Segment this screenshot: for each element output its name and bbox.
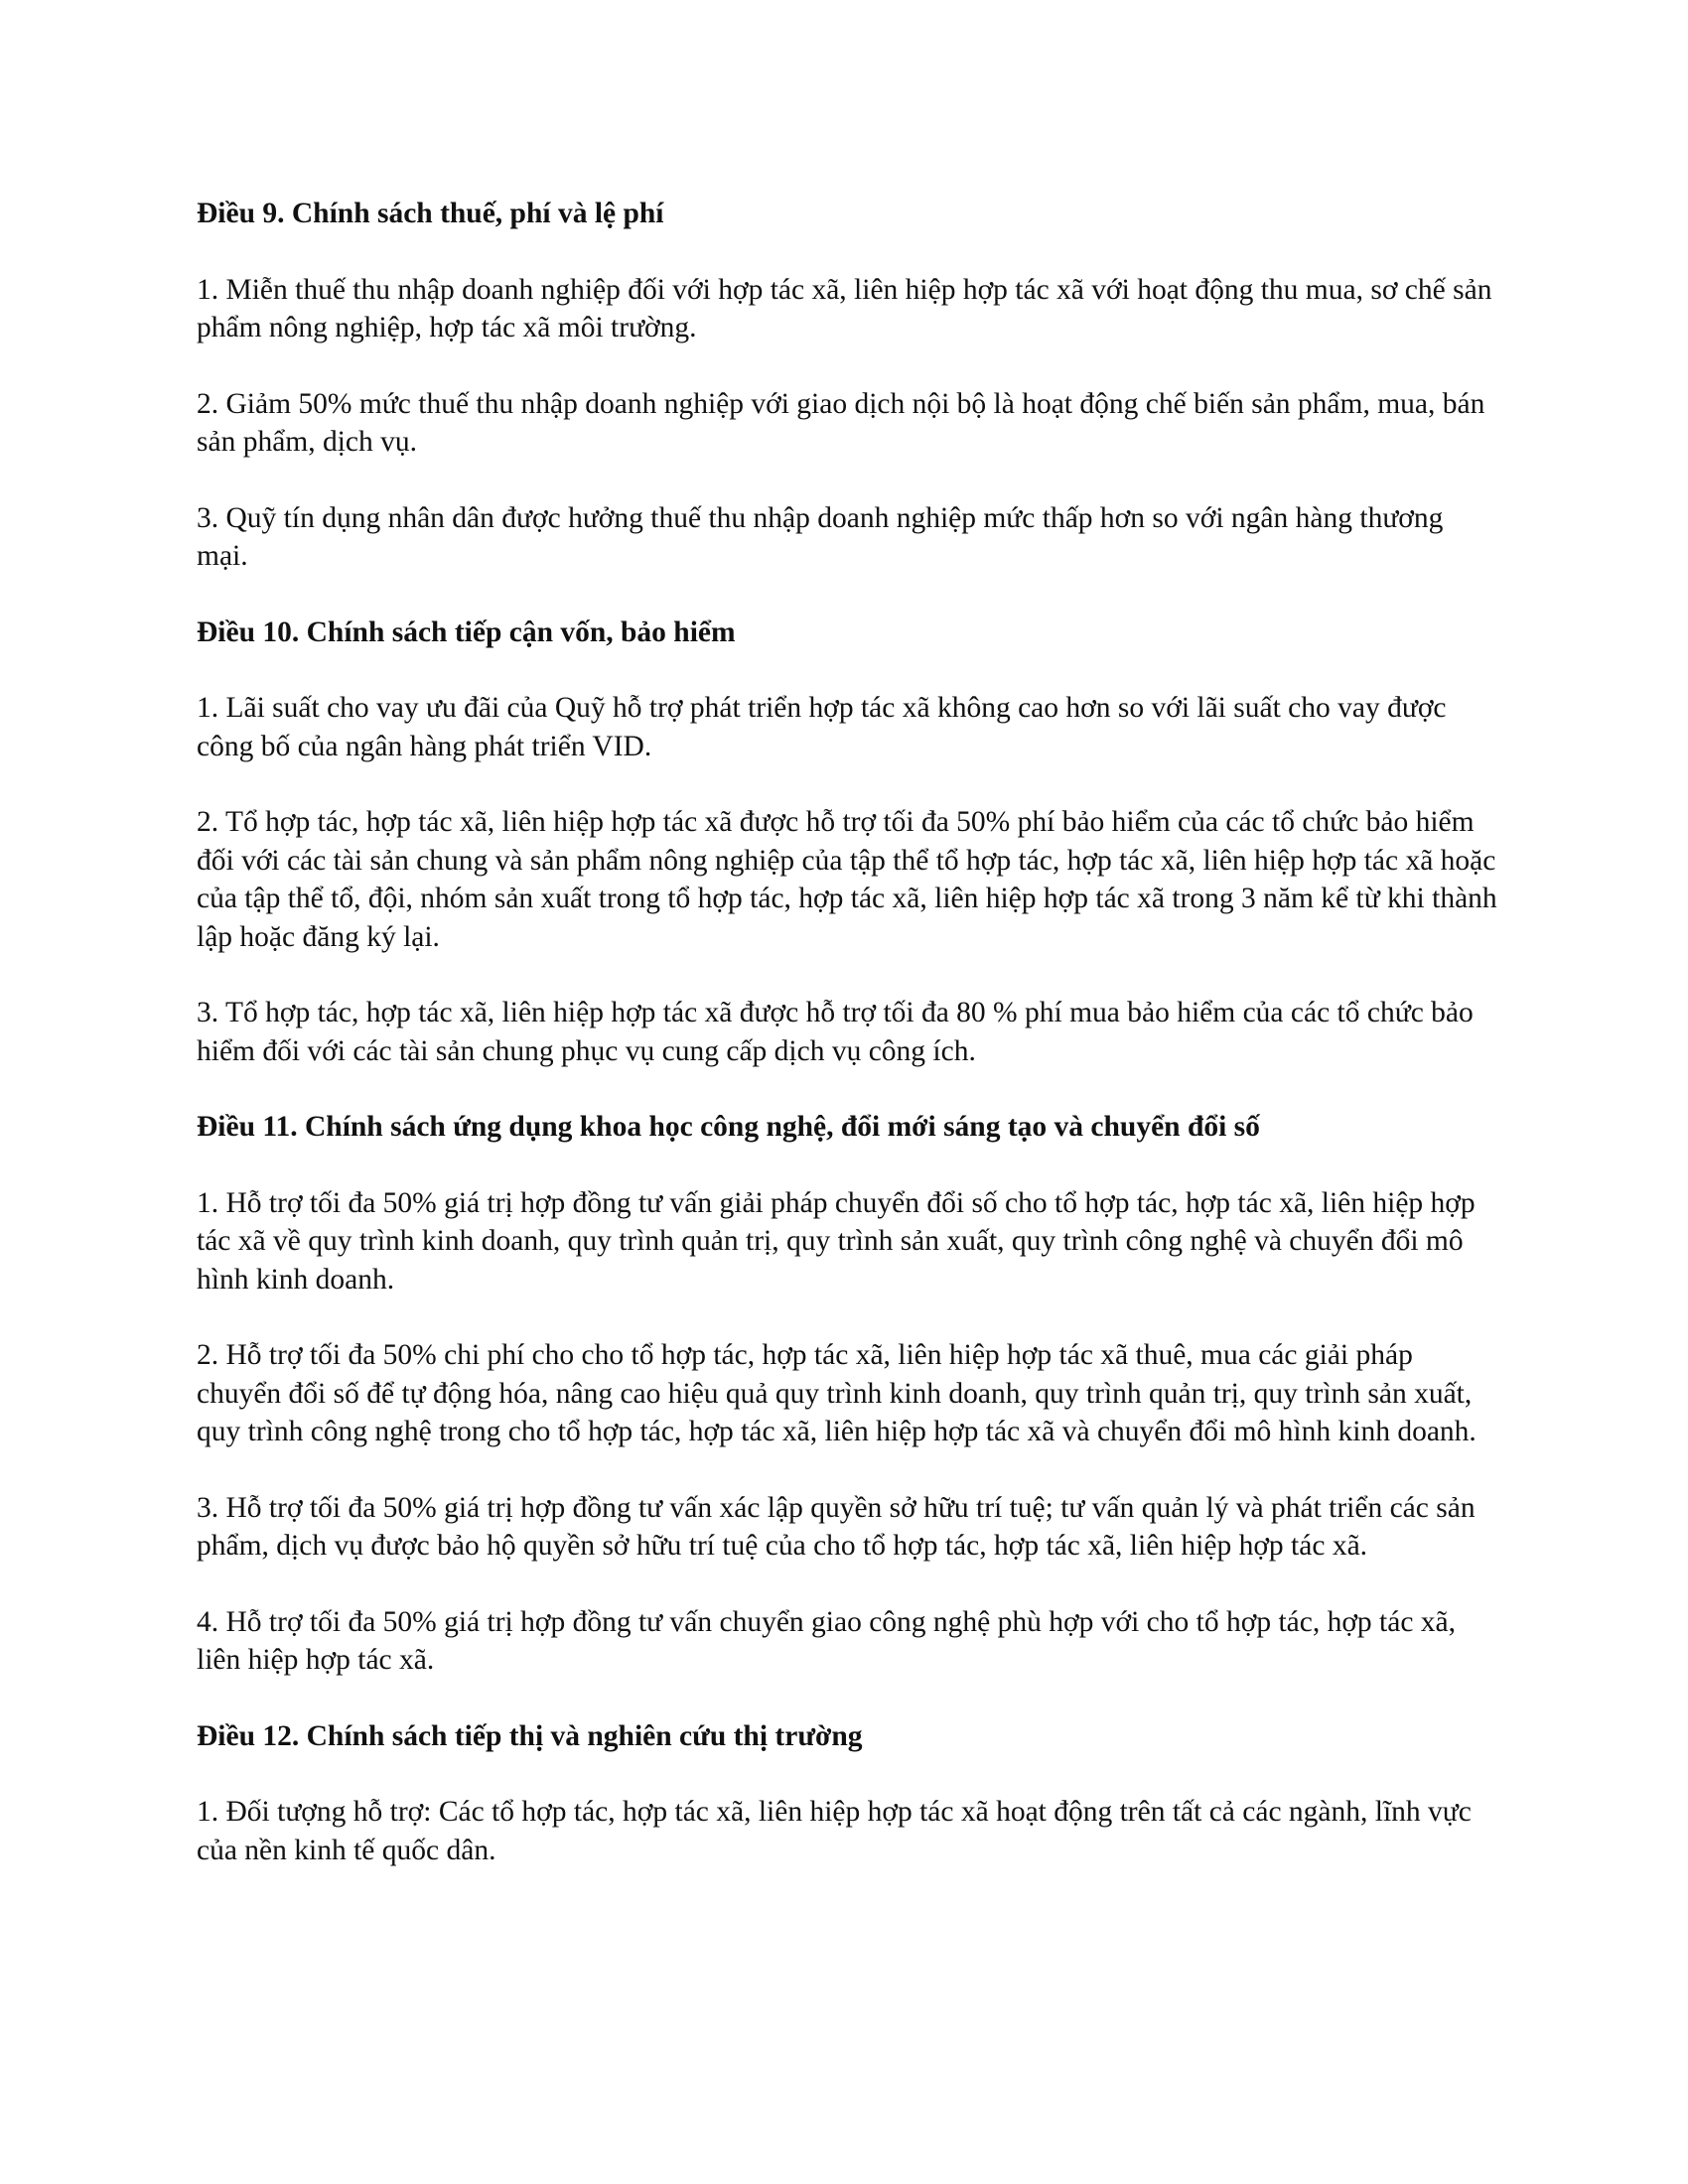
paragraph: 1. Lãi suất cho vay ưu đãi của Quỹ hỗ trợ phát triển hợp tác xã không cao hơn so với lãi suất cho vay được công bố của ngân hàng phát triển VID. <box>197 692 1447 762</box>
section-dieu-10 <box>197 614 1497 1071</box>
paragraph: 1. Hỗ trợ tối đa 50% giá trị hợp đồng tư vấn giải pháp chuyển đổi số cho tổ hợp tác, hợp tác xã, liên hiệp hợp tác xã về quy trình kinh doanh, quy trình quản trị, quy trình sản xuất, quy trình công nghệ và chuyển đổi mô hình kinh doanh. <box>197 1186 1476 1296</box>
paragraph: 4. Hỗ trợ tối đa 50% giá trị hợp đồng tư vấn chuyển giao công nghệ phù hợp với cho tổ hợp tác, hợp tác xã, liên hiệp hợp tác xã. <box>197 1605 1457 1676</box>
section-heading: Điều 9. Chính sách thuế, phí và lệ phí <box>197 198 664 229</box>
section-dieu-12 <box>197 1717 1497 1870</box>
paragraph: 1. Miễn thuế thu nhập doanh nghiệp đối với hợp tác xã, liên hiệp hợp tác xã với hoạt động thu mua, sơ chế sản phẩm nông nghiệp, hợp tác xã môi trường. <box>197 273 1492 343</box>
paragraph: 2. Giảm 50% mức thuế thu nhập doanh nghiệp với giao dịch nội bộ là hoạt động chế biến sản phẩm, mua, bán sản phẩm, dịch vụ. <box>197 387 1485 458</box>
paragraph: 3. Quỹ tín dụng nhân dân được hưởng thuế thu nhập doanh nghiệp mức thấp hơn so với ngân hàng thương mại. <box>197 501 1444 572</box>
paragraph: 1. Đối tượng hỗ trợ: Các tổ hợp tác, hợp tác xã, liên hiệp hợp tác xã hoạt động trên tất cả các ngành, lĩnh vực của nền kinh tế quốc dân. <box>197 1796 1472 1866</box>
section-dieu-9 <box>197 195 1497 576</box>
section-dieu-11 <box>197 1108 1497 1680</box>
paragraph: 3. Tổ hợp tác, hợp tác xã, liên hiệp hợp tác xã được hỗ trợ tối đa 80 % phí mua bảo hiểm của các tổ chức bảo hiểm đối với các tài sản chung phục vụ cung cấp dịch vụ công ích. <box>197 997 1474 1067</box>
document-page <box>197 195 1497 1907</box>
section-heading: Điều 11. Chính sách ứng dụng khoa học công nghệ, đổi mới sáng tạo và chuyển đổi số <box>197 1111 1260 1143</box>
section-heading: Điều 10. Chính sách tiếp cận vốn, bảo hiểm <box>197 615 736 648</box>
paragraph: 3. Hỗ trợ tối đa 50% giá trị hợp đồng tư vấn xác lập quyền sở hữu trí tuệ; tư vấn quản lý và phát triển các sản phẩm, dịch vụ được bảo hộ quyền sở hữu trí tuệ của cho tổ hợp tác, hợp tác xã, liên hiệp hợp tác xã. <box>197 1491 1476 1562</box>
paragraph: 2. Tổ hợp tác, hợp tác xã, liên hiệp hợp tác xã được hỗ trợ tối đa 50% phí bảo hiểm của các tổ chức bảo hiểm đối với các tài sản chung và sản phẩm nông nghiệp của tập thể tổ hợp tác, hợp tác xã, liên hiệp hợp tác xã hoặc của tập thể tổ, đội, nhóm sản xuất trong tổ hợp tác, hợp tác xã, liên hiệp hợp tác xã trong 3 năm kể từ khi thành lập hoặc đăng ký lại. <box>197 806 1497 953</box>
paragraph: 2. Hỗ trợ tối đa 50% chi phí cho cho tổ hợp tác, hợp tác xã, liên hiệp hợp tác xã thuê, mua các giải pháp chuyển đổi số để tự động hóa, nâng cao hiệu quả quy trình kinh doanh, quy trình quản trị, quy trình sản xuất, quy trình công nghệ trong cho tổ hợp tác, hợp tác xã, liên hiệp hợp tác xã và chuyển đổi mô hình kinh doanh. <box>197 1339 1477 1447</box>
section-heading: Điều 12. Chính sách tiếp thị và nghiên cứu thị trường <box>197 1719 863 1752</box>
